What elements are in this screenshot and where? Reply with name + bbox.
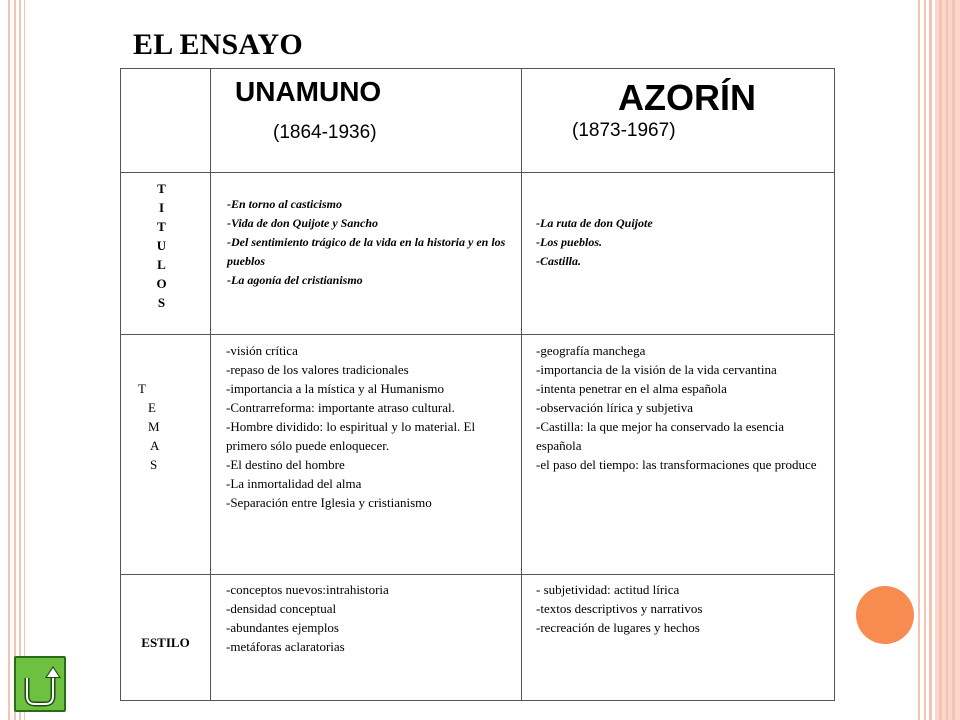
row-label-estilo: ESTILO: [121, 575, 211, 701]
theme-item: -geografía manchega: [536, 343, 646, 358]
theme-item: -El destino del hombre: [226, 457, 345, 472]
label-letter: L: [157, 257, 166, 272]
style-item: -recreación de lugares y hechos: [536, 620, 700, 635]
temas-author1-list: [226, 341, 509, 512]
theme-item: -Hombre dividido: lo espiritual y lo material. El primero sólo puede enloquecer.: [226, 419, 476, 453]
row-label-titulos: [121, 173, 211, 335]
title-item: -Vida de don Quijote y Sancho: [227, 216, 379, 230]
label-letter: S: [157, 295, 166, 310]
theme-item: -importancia a la mística y al Humanismo: [226, 381, 445, 396]
author1-years: (1864-1936): [273, 122, 377, 143]
estilo-author1-list: [226, 580, 509, 656]
table-row-titulos: [121, 173, 835, 335]
label-letter: E: [148, 400, 156, 415]
table-row-temas: [121, 335, 835, 575]
comparison-table: [120, 68, 835, 701]
titulos-author2-list: [536, 214, 820, 271]
left-border-line-4: [24, 0, 25, 720]
theme-item: -Contrarreforma: importante atraso cultural.: [226, 400, 455, 415]
left-border-line-3: [19, 0, 21, 720]
estilo-author2-cell: [522, 575, 835, 701]
theme-item: -repaso de los valores tradicionales: [226, 362, 409, 377]
title-item: -Castilla.: [536, 254, 582, 268]
theme-item: -el paso del tiempo: las transformaciones que produce: [536, 457, 817, 472]
style-item: -metáforas aclaratorias: [226, 639, 345, 654]
title-item: -La agonía del cristianismo: [227, 273, 363, 287]
table-header-row: [121, 69, 835, 173]
style-item: -textos descriptivos y narrativos: [536, 601, 703, 616]
theme-item: -La inmortalidad del alma: [226, 476, 362, 491]
style-item: -densidad conceptual: [226, 601, 337, 616]
author2-years: (1873-1967): [572, 120, 676, 141]
estilo-author1-cell: [211, 575, 522, 701]
return-button[interactable]: [14, 656, 66, 712]
table-row-estilo: [121, 575, 835, 701]
label-letter: T: [157, 219, 166, 234]
theme-item: -intenta penetrar en el alma española: [536, 381, 727, 396]
label-letter: M: [148, 419, 160, 434]
left-border-line-2: [14, 0, 16, 720]
label-letter: S: [150, 457, 158, 472]
theme-item: -importancia de la visión de la vida cervantina: [536, 362, 777, 377]
label-letter: T: [157, 181, 166, 196]
header-author2-cell: [522, 69, 835, 173]
u-turn-arrow-icon: [16, 658, 64, 710]
estilo-author2-list: [536, 580, 820, 637]
titulos-author1-list: [227, 195, 507, 290]
author2-name: AZORÍN: [618, 77, 756, 118]
style-item: -conceptos nuevos:intrahistoria: [226, 582, 389, 597]
header-author1-cell: [211, 69, 522, 173]
theme-item: -Separación entre Iglesia y cristianismo: [226, 495, 432, 510]
titulos-author1-cell: [211, 173, 522, 335]
theme-item: -Castilla: la que mejor ha conservado la esencia española: [536, 419, 784, 453]
style-item: -abundantes ejemplos: [226, 620, 339, 635]
slide-title: EL ENSAYO: [133, 28, 303, 61]
temas-author2-list: [536, 341, 820, 474]
title-item: -En torno al casticismo: [227, 197, 343, 211]
style-item: - subjetividad: actitud lírica: [536, 582, 680, 597]
temas-author2-cell: [522, 335, 835, 575]
label-letter: I: [158, 200, 165, 215]
left-border-line-1: [8, 0, 10, 720]
label-letter: A: [150, 438, 160, 453]
temas-author1-cell: [211, 335, 522, 575]
decorative-orange-circle: [856, 586, 914, 644]
titulos-author2-cell: [522, 173, 835, 335]
row-label-temas: [121, 335, 211, 575]
label-letter: O: [156, 276, 167, 291]
label-letter: T: [138, 381, 146, 396]
theme-item: -observación lírica y subjetiva: [536, 400, 694, 415]
header-empty-cell: [121, 69, 211, 173]
title-item: -Del sentimiento trágico de la vida en la historia y en los pueblos: [227, 235, 506, 268]
author1-name: UNAMUNO: [235, 76, 382, 107]
theme-item: -visión crítica: [226, 343, 298, 358]
title-item: -La ruta de don Quijote: [536, 216, 653, 230]
label-letter: U: [156, 238, 167, 253]
title-item: -Los pueblos.: [536, 235, 602, 249]
